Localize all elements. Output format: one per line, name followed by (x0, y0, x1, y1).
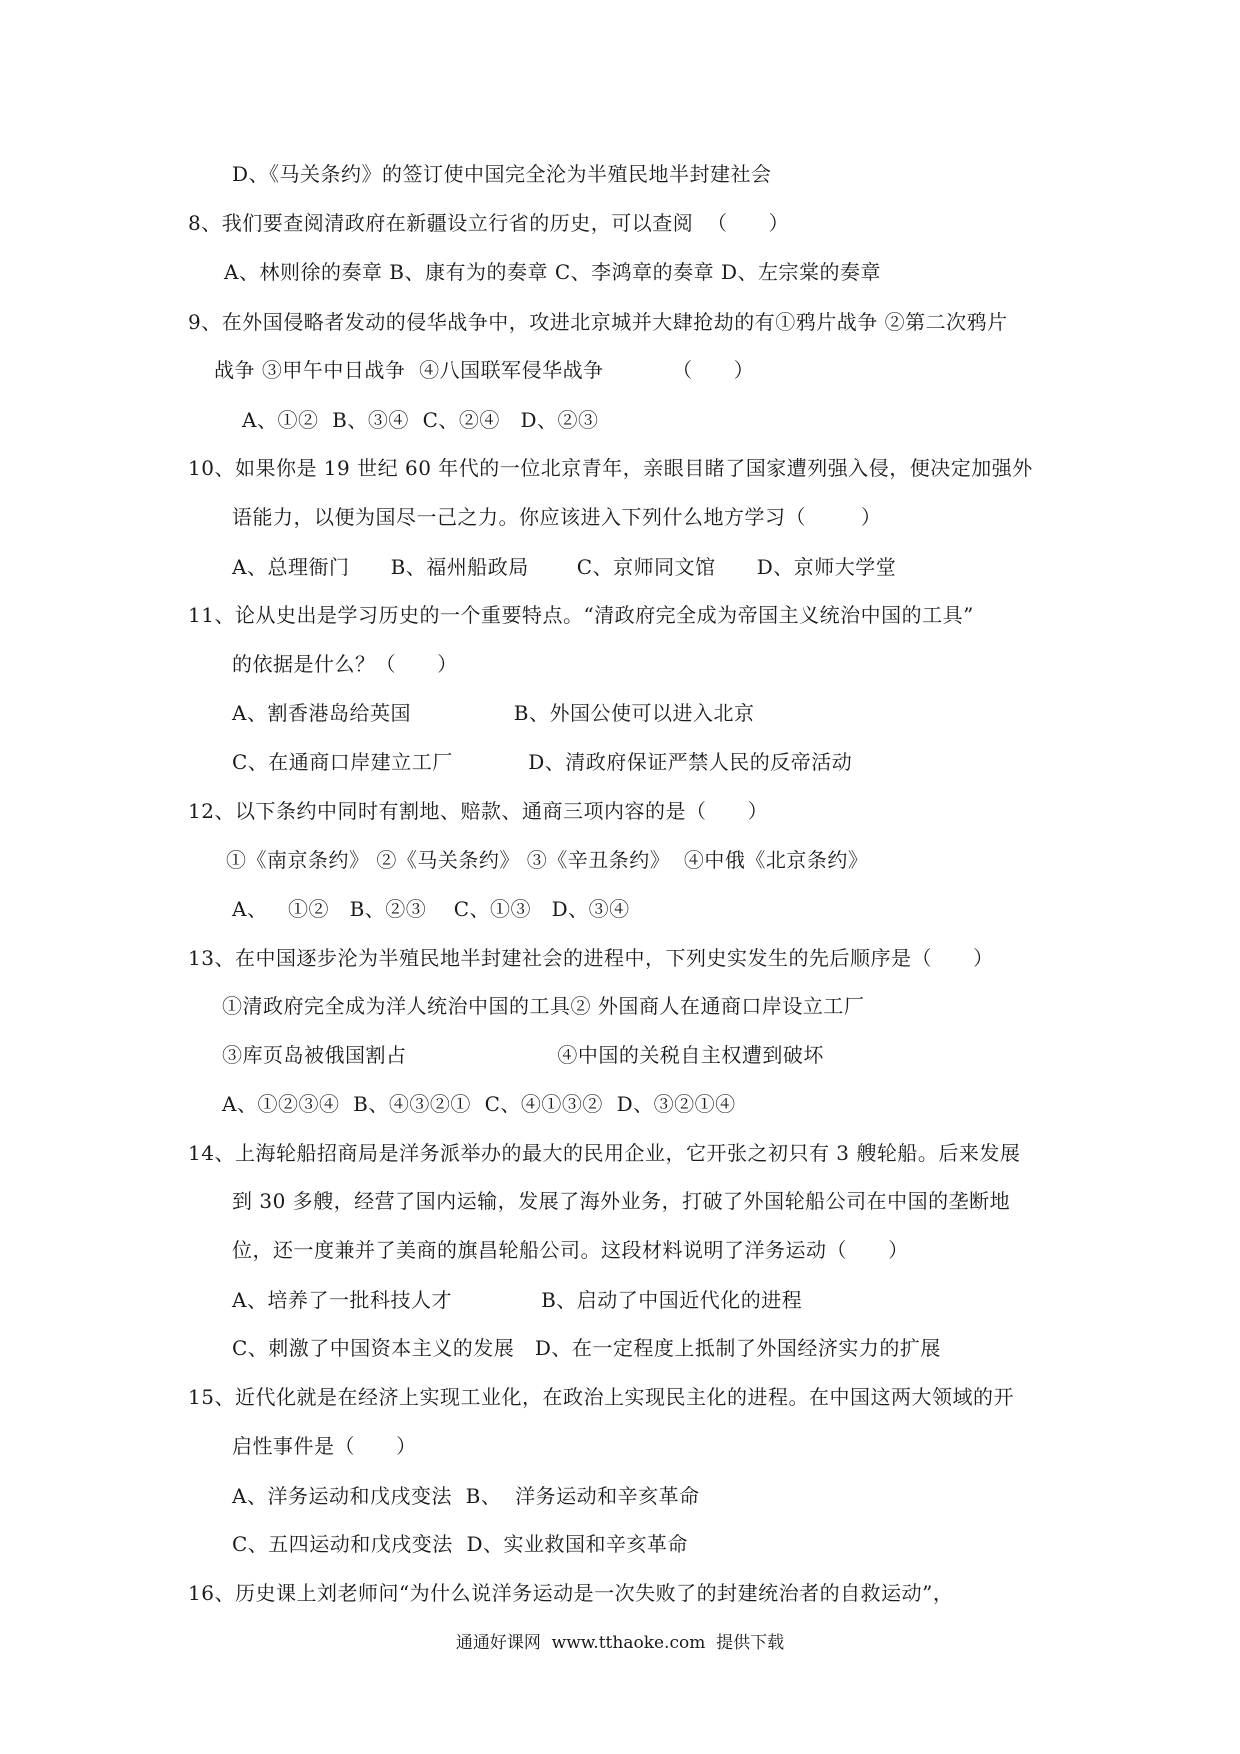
question-13-items-1: ①清政府完全成为洋人统治中国的工具② 外国商人在通商口岸设立工厂 (222, 994, 865, 1018)
question-10-options: A、总理衙门 B、福州船政局 C、京师同文馆 D、京师大学堂 (232, 555, 897, 579)
question-14-options-ab: A、培养了一批科技人才 B、启动了中国近代化的进程 (232, 1288, 803, 1312)
question-11: 11、论从史出是学习历史的一个重要特点。“清政府完全成为帝国主义统治中国的工具” (188, 603, 974, 627)
question-13: 13、在中国逐步沦为半殖民地半封建社会的进程中，下列史实发生的先后顺序是（ ） (188, 946, 994, 970)
option-7-d: D、《马关条约》的签订使中国完全沦为半殖民地半封建社会 (232, 162, 772, 186)
question-12: 12、以下条约中同时有割地、赔款、通商三项内容的是（ ） (188, 799, 769, 823)
question-14: 14、上海轮船招商局是洋务派举办的最大的民用企业，它开张之初只有 3 艘轮船。后来发展 (188, 1141, 1021, 1165)
question-16: 16、历史课上刘老师问“为什么说洋务运动是一次失败了的封建统治者的自救运动”， (188, 1581, 954, 1605)
question-10-cont: 语能力，以便为国尽一己之力。你应该进入下列什么地方学习（ ） (232, 505, 882, 529)
question-8-options: A、林则徐的奏章 B、康有为的奏章 C、李鸿章的奏章 D、左宗棠的奏章 (224, 260, 882, 284)
question-9-options: A、①② B、③④ C、②④ D、②③ (242, 408, 599, 432)
question-14-cont-1: 到 30 多艘，经营了国内运输，发展了海外业务，打破了外国轮船公司在中国的垄断地 (232, 1189, 1011, 1213)
page-footer: 通通好课网 www.tthaoke.com 提供下载 (455, 1633, 785, 1653)
question-8: 8、我们要查阅清政府在新疆设立行省的历史，可以查阅 （ ） (188, 211, 790, 235)
question-15: 15、近代化就是在经济上实现工业化，在政治上实现民主化的进程。在中国这两大领域的开 (188, 1385, 1014, 1409)
question-10: 10、如果你是 19 世纪 60 年代的一位北京青年，亲眼目睹了国家遭列强入侵，便决定加强外 (188, 456, 1033, 480)
question-13-options: A、①②③④ B、④③②① C、④①③② D、③②①④ (222, 1092, 736, 1116)
question-14-options-cd: C、刺激了中国资本主义的发展 D、在一定程度上抵制了外国经济实力的扩展 (232, 1336, 941, 1360)
question-11-options-cd: C、在通商口岸建立工厂 D、清政府保证严禁人民的反帝活动 (232, 750, 853, 774)
question-9: 9、在外国侵略者发动的侵华战争中，攻进北京城并大肆抢劫的有①鸦片战争 ②第二次鸦片 (188, 310, 1008, 334)
question-15-options-ab: A、洋务运动和戊戌变法 B、 洋务运动和辛亥革命 (232, 1484, 700, 1508)
question-9-cont: 战争 ③甲午中日战争 ④八国联军侵华战争 （ ） (214, 358, 755, 382)
question-11-cont: 的依据是什么？（ ） (232, 652, 458, 676)
question-13-items-2: ③库页岛被俄国割占 ④中国的关税自主权遭到破坏 (222, 1043, 824, 1067)
question-12-items: ①《南京条约》 ②《马关条约》 ③《辛丑条约》 ④中俄《北京条约》 (226, 848, 869, 872)
question-15-options-cd: C、五四运动和戊戌变法 D、实业救国和辛亥革命 (232, 1532, 689, 1556)
question-12-options: A、 ①② B、②③ C、①③ D、③④ (232, 897, 630, 921)
question-14-cont-2: 位，还一度兼并了美商的旗昌轮船公司。这段材料说明了洋务运动（ ） (232, 1238, 909, 1262)
question-11-options-ab: A、割香港岛给英国 B、外国公使可以进入北京 (232, 701, 755, 725)
question-15-cont: 启性事件是（ ） (232, 1434, 417, 1458)
